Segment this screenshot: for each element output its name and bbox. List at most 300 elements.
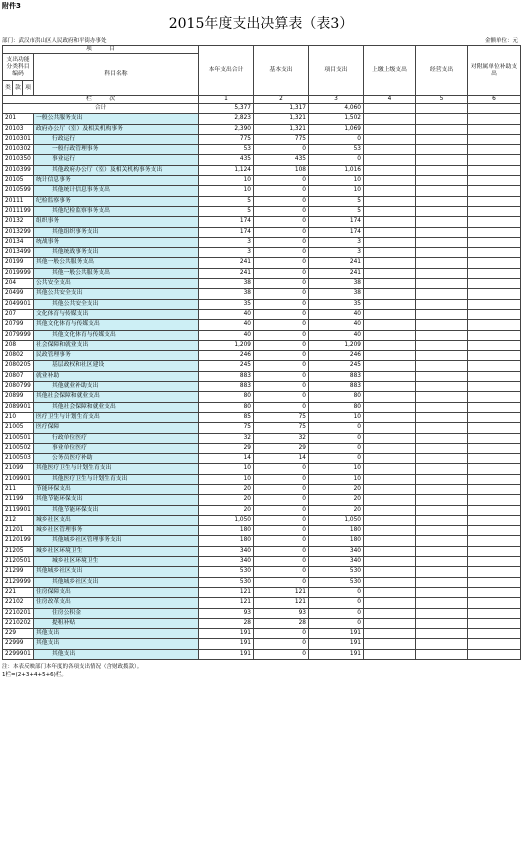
row-upper-exp: [364, 484, 416, 494]
row-total-exp: 5: [199, 206, 254, 216]
table-row: [3, 309, 521, 319]
row-sub-exp: [468, 330, 521, 340]
row-code: 2100503: [3, 454, 34, 464]
page-title: 2015年度支出决算表（表3）: [168, 16, 354, 32]
row-basic-exp: 0: [254, 484, 309, 494]
row-total-exp: 5: [199, 196, 254, 206]
row-basic-exp: 0: [254, 567, 309, 577]
row-basic-exp: 0: [254, 557, 309, 567]
table-row: [3, 382, 521, 392]
row-biz-exp: [416, 567, 468, 577]
row-subject-name: 城乡社区环境卫生: [34, 546, 199, 556]
row-code: 2013299: [3, 227, 34, 237]
row-sub-exp: [468, 484, 521, 494]
row-sub-exp: [468, 495, 521, 505]
row-basic-exp: 0: [254, 495, 309, 505]
row-biz-exp: [416, 484, 468, 494]
row-total-exp: 241: [199, 258, 254, 268]
row-biz-exp: [416, 639, 468, 649]
table-row: [3, 505, 521, 515]
row-sub-exp: [468, 587, 521, 597]
row-project-exp: 0: [309, 443, 364, 453]
row-code: 2089901: [3, 402, 34, 412]
row-project-exp: 3: [309, 248, 364, 258]
row-total-exp: 174: [199, 227, 254, 237]
row-upper-exp: [364, 330, 416, 340]
row-basic-exp: 0: [254, 248, 309, 258]
row-code: 2299901: [3, 649, 34, 659]
row-code: 2013499: [3, 248, 34, 258]
row-total-exp: 10: [199, 186, 254, 196]
row-upper-exp: [364, 248, 416, 258]
table-row: [3, 186, 521, 196]
row-total-exp: 29: [199, 443, 254, 453]
row-sub-exp: [468, 309, 521, 319]
row-code: 20899: [3, 392, 34, 402]
row-code: 221: [3, 587, 34, 597]
attachment-label: 附件3: [2, 2, 21, 10]
row-total-exp: 530: [199, 577, 254, 587]
row-code: 2010599: [3, 186, 34, 196]
row-sub-exp: [468, 443, 521, 453]
unit-label: 部门：武汉市洪山区人民政府和平街办事处: [2, 38, 107, 44]
table-row: [3, 176, 521, 186]
row-code: 2109901: [3, 474, 34, 484]
row-basic-exp: 0: [254, 196, 309, 206]
row-sub-exp: [468, 557, 521, 567]
row-code: 20134: [3, 237, 34, 247]
row-code: 22999: [3, 639, 34, 649]
row-subject-name: 住房改革支出: [34, 598, 199, 608]
table-row: [3, 124, 521, 134]
row-upper-exp: [364, 526, 416, 536]
row-subject-name: 其他医疗卫生与计划生育支出: [34, 474, 199, 484]
row-total-exp: 75: [199, 423, 254, 433]
row-project-exp: 241: [309, 258, 364, 268]
table-row: [3, 464, 521, 474]
row-biz-exp: [416, 587, 468, 597]
row-biz-exp: [416, 454, 468, 464]
row-subject-name: 医疗保障: [34, 423, 199, 433]
row-sub-exp: [468, 526, 521, 536]
row-sub-exp: [468, 392, 521, 402]
row-code: 21005: [3, 423, 34, 433]
row-upper-exp: [364, 454, 416, 464]
table-row: [3, 618, 521, 628]
table-row: [3, 454, 521, 464]
row-total-exp: 883: [199, 382, 254, 392]
row-subject-name: 行政单位医疗: [34, 433, 199, 443]
row-project-exp: 5: [309, 206, 364, 216]
row-project-exp: 1,502: [309, 114, 364, 124]
table-row: [3, 443, 521, 453]
row-total-exp: 93: [199, 608, 254, 618]
row-total-exp: 38: [199, 279, 254, 289]
row-subject-name: 事业单位医疗: [34, 443, 199, 453]
row-upper-exp: [364, 361, 416, 371]
table-row: [3, 268, 521, 278]
header-row-1: [3, 46, 521, 54]
header-xiang: 项: [23, 81, 34, 96]
total-label: 合计: [3, 104, 199, 114]
row-biz-exp: [416, 495, 468, 505]
row-upper-exp: [364, 206, 416, 216]
row-biz-exp: [416, 536, 468, 546]
row-basic-exp: 0: [254, 546, 309, 556]
row-upper-exp: [364, 176, 416, 186]
row-subject-name: 纪检监察事务: [34, 196, 199, 206]
row-upper-exp: [364, 155, 416, 165]
row-subject-name: 医疗卫生与计划生育支出: [34, 412, 199, 422]
row-upper-exp: [364, 402, 416, 412]
row-total-exp: 80: [199, 402, 254, 412]
row-sub-exp: [468, 423, 521, 433]
row-upper-exp: [364, 443, 416, 453]
table-row: [3, 258, 521, 268]
table-row: [3, 165, 521, 175]
row-project-exp: 883: [309, 371, 364, 381]
row-basic-exp: 435: [254, 155, 309, 165]
row-code: 20132: [3, 217, 34, 227]
row-code: 211: [3, 484, 34, 494]
row-subject-name: 城乡社区环境卫生: [34, 557, 199, 567]
row-upper-exp: [364, 268, 416, 278]
row-subject-name: 统战事务: [34, 237, 199, 247]
row-basic-exp: 0: [254, 258, 309, 268]
row-project-exp: 191: [309, 629, 364, 639]
row-total-exp: 40: [199, 309, 254, 319]
row-upper-exp: [364, 289, 416, 299]
row-basic-exp: 0: [254, 217, 309, 227]
table-row: [3, 587, 521, 597]
row-basic-exp: 29: [254, 443, 309, 453]
row-sub-exp: [468, 454, 521, 464]
col-number-row: [3, 96, 521, 104]
row-code: 201: [3, 114, 34, 124]
row-sub-exp: [468, 577, 521, 587]
row-basic-exp: 28: [254, 618, 309, 628]
row-sub-exp: [468, 217, 521, 227]
row-project-exp: 0: [309, 454, 364, 464]
row-code: 208: [3, 340, 34, 350]
row-biz-exp: [416, 392, 468, 402]
table-row: [3, 206, 521, 216]
row-basic-exp: 0: [254, 237, 309, 247]
row-basic-exp: 0: [254, 639, 309, 649]
header-upper-exp: 上缴上级支出: [364, 46, 416, 96]
row-sub-exp: [468, 515, 521, 525]
row-biz-exp: [416, 505, 468, 515]
row-code: 21299: [3, 567, 34, 577]
row-total-exp: 10: [199, 176, 254, 186]
row-basic-exp: 121: [254, 587, 309, 597]
row-project-exp: 0: [309, 155, 364, 165]
row-basic-exp: 0: [254, 649, 309, 659]
row-subject-name: 节能环保支出: [34, 484, 199, 494]
header-subject-name: 科目名称: [34, 54, 199, 96]
row-sub-exp: [468, 402, 521, 412]
row-project-exp: 3: [309, 237, 364, 247]
row-biz-exp: [416, 340, 468, 350]
row-total-exp: 40: [199, 320, 254, 330]
row-upper-exp: [364, 474, 416, 484]
row-upper-exp: [364, 299, 416, 309]
row-code: 2120199: [3, 536, 34, 546]
row-project-exp: 0: [309, 423, 364, 433]
row-sub-exp: [468, 598, 521, 608]
row-biz-exp: [416, 412, 468, 422]
row-biz-exp: [416, 114, 468, 124]
row-project-exp: 0: [309, 608, 364, 618]
row-biz-exp: [416, 515, 468, 525]
row-subject-name: 其他纪检监察事务支出: [34, 206, 199, 216]
header-basic-exp: 基本支出: [254, 46, 309, 96]
table-row: [3, 423, 521, 433]
row-code: 2210201: [3, 608, 34, 618]
row-total-exp: 775: [199, 134, 254, 144]
row-upper-exp: [364, 124, 416, 134]
row-subject-name: 其他政府办公厅（室）及相关机构事务支出: [34, 165, 199, 175]
row-subject-name: 事业运行: [34, 155, 199, 165]
row-upper-exp: [364, 608, 416, 618]
row-sub-exp: [468, 474, 521, 484]
row-project-exp: 10: [309, 474, 364, 484]
row-project-exp: 340: [309, 557, 364, 567]
row-upper-exp: [364, 237, 416, 247]
row-sub-exp: [468, 567, 521, 577]
row-subject-name: 其他统计信息事务支出: [34, 186, 199, 196]
row-subject-name: 公务员医疗补助: [34, 454, 199, 464]
row-sub-exp: [468, 382, 521, 392]
row-biz-exp: [416, 227, 468, 237]
row-basic-exp: 0: [254, 289, 309, 299]
row-total-exp: 180: [199, 526, 254, 536]
row-code: 2080205: [3, 361, 34, 371]
row-basic-exp: 0: [254, 309, 309, 319]
row-basic-exp: 108: [254, 165, 309, 175]
row-code: 20105: [3, 176, 34, 186]
row-total-exp: 174: [199, 217, 254, 227]
row-basic-exp: 775: [254, 134, 309, 144]
row-basic-exp: 0: [254, 464, 309, 474]
row-project-exp: 53: [309, 145, 364, 155]
row-code: 2079999: [3, 330, 34, 340]
row-biz-exp: [416, 196, 468, 206]
row-total-exp: 10: [199, 464, 254, 474]
row-sub-exp: [468, 618, 521, 628]
row-biz-exp: [416, 258, 468, 268]
row-basic-exp: 14: [254, 454, 309, 464]
row-biz-exp: [416, 464, 468, 474]
total-c4: [364, 104, 416, 114]
row-upper-exp: [364, 557, 416, 567]
expenditure-table: [2, 45, 521, 660]
row-biz-exp: [416, 309, 468, 319]
row-total-exp: 530: [199, 567, 254, 577]
table-row: [3, 351, 521, 361]
row-project-exp: 241: [309, 268, 364, 278]
row-code: 21201: [3, 526, 34, 536]
row-code: 20802: [3, 351, 34, 361]
row-biz-exp: [416, 402, 468, 412]
row-basic-exp: 0: [254, 330, 309, 340]
row-upper-exp: [364, 258, 416, 268]
row-total-exp: 1,050: [199, 515, 254, 525]
footnote-1: 注：本表反映部门本年度的各项支出情况（含财政拨款）。: [2, 664, 143, 670]
row-basic-exp: 121: [254, 598, 309, 608]
row-total-exp: 883: [199, 371, 254, 381]
row-subject-name: 城乡社区支出: [34, 515, 199, 525]
row-project-exp: 20: [309, 495, 364, 505]
row-total-exp: 3: [199, 248, 254, 258]
row-biz-exp: [416, 423, 468, 433]
table-row: [3, 371, 521, 381]
row-biz-exp: [416, 124, 468, 134]
row-total-exp: 2,390: [199, 124, 254, 134]
row-subject-name: 其他支出: [34, 649, 199, 659]
row-basic-exp: 0: [254, 279, 309, 289]
row-sub-exp: [468, 320, 521, 330]
row-basic-exp: 93: [254, 608, 309, 618]
row-upper-exp: [364, 649, 416, 659]
row-code: 2080799: [3, 382, 34, 392]
table-row: [3, 299, 521, 309]
row-subject-name: 住房保障支出: [34, 587, 199, 597]
header-total-exp: 本年支出合计: [199, 46, 254, 96]
row-sub-exp: [468, 351, 521, 361]
row-code: 2019999: [3, 268, 34, 278]
row-biz-exp: [416, 268, 468, 278]
row-subject-name: 民政管理事务: [34, 351, 199, 361]
row-sub-exp: [468, 505, 521, 515]
row-basic-exp: 0: [254, 227, 309, 237]
row-project-exp: 20: [309, 505, 364, 515]
row-sub-exp: [468, 227, 521, 237]
row-code: 21205: [3, 546, 34, 556]
row-project-exp: 0: [309, 598, 364, 608]
row-upper-exp: [364, 279, 416, 289]
row-sub-exp: [468, 155, 521, 165]
row-subject-name: 其他城乡社区管理事务支出: [34, 536, 199, 546]
table-row: [3, 629, 521, 639]
row-project-exp: 1,069: [309, 124, 364, 134]
row-upper-exp: [364, 495, 416, 505]
row-upper-exp: [364, 186, 416, 196]
row-total-exp: 340: [199, 557, 254, 567]
row-total-exp: 10: [199, 474, 254, 484]
row-sub-exp: [468, 196, 521, 206]
row-total-exp: 191: [199, 639, 254, 649]
row-biz-exp: [416, 649, 468, 659]
table-row: [3, 145, 521, 155]
row-total-exp: 1,209: [199, 340, 254, 350]
row-biz-exp: [416, 145, 468, 155]
row-sub-exp: [468, 124, 521, 134]
table-row: [3, 639, 521, 649]
row-biz-exp: [416, 134, 468, 144]
row-basic-exp: 75: [254, 423, 309, 433]
table-row: [3, 557, 521, 567]
row-subject-name: 一般行政管理事务: [34, 145, 199, 155]
col-number: 1: [199, 96, 254, 104]
row-basic-exp: 0: [254, 371, 309, 381]
row-upper-exp: [364, 423, 416, 433]
total-c3: 4,060: [309, 104, 364, 114]
row-sub-exp: [468, 176, 521, 186]
row-basic-exp: 0: [254, 206, 309, 216]
row-sub-exp: [468, 206, 521, 216]
row-code: 2011199: [3, 206, 34, 216]
row-sub-exp: [468, 165, 521, 175]
row-code: 229: [3, 629, 34, 639]
table-row: [3, 567, 521, 577]
row-upper-exp: [364, 371, 416, 381]
row-biz-exp: [416, 165, 468, 175]
row-code: 2010350: [3, 155, 34, 165]
total-c1: 5,377: [199, 104, 254, 114]
row-upper-exp: [364, 309, 416, 319]
row-sub-exp: [468, 258, 521, 268]
table-row: [3, 217, 521, 227]
header-sub-exp: 对附属单位补助支出: [468, 46, 521, 96]
row-biz-exp: [416, 433, 468, 443]
header-item: 项 目: [3, 46, 199, 54]
row-basic-exp: 0: [254, 361, 309, 371]
row-subject-name: 提租补贴: [34, 618, 199, 628]
row-sub-exp: [468, 639, 521, 649]
table-row: [3, 361, 521, 371]
row-project-exp: 0: [309, 134, 364, 144]
row-project-exp: 0: [309, 618, 364, 628]
row-sub-exp: [468, 433, 521, 443]
row-total-exp: 245: [199, 361, 254, 371]
row-upper-exp: [364, 546, 416, 556]
row-project-exp: 10: [309, 412, 364, 422]
row-basic-exp: 0: [254, 320, 309, 330]
row-code: 20807: [3, 371, 34, 381]
row-project-exp: 38: [309, 289, 364, 299]
table-row: [3, 402, 521, 412]
footnote-2: 1栏=(2+3+4+5+6)栏。: [2, 672, 67, 678]
header-lei: 类: [3, 81, 13, 96]
row-basic-exp: 0: [254, 629, 309, 639]
row-sub-exp: [468, 114, 521, 124]
row-project-exp: 10: [309, 186, 364, 196]
row-code: 212: [3, 515, 34, 525]
row-project-exp: 340: [309, 546, 364, 556]
row-project-exp: 246: [309, 351, 364, 361]
row-project-exp: 174: [309, 227, 364, 237]
row-code: 21199: [3, 495, 34, 505]
row-project-exp: 191: [309, 639, 364, 649]
row-subject-name: 其他节能环保支出: [34, 495, 199, 505]
row-biz-exp: [416, 371, 468, 381]
row-code: 20111: [3, 196, 34, 206]
row-subject-name: 其他组织事务支出: [34, 227, 199, 237]
row-subject-name: 其他一般公共服务支出: [34, 268, 199, 278]
row-basic-exp: 1,321: [254, 114, 309, 124]
row-code: 22102: [3, 598, 34, 608]
row-code: 207: [3, 309, 34, 319]
row-basic-exp: 0: [254, 268, 309, 278]
row-total-exp: 2,823: [199, 114, 254, 124]
row-biz-exp: [416, 598, 468, 608]
row-subject-name: 住房公积金: [34, 608, 199, 618]
row-upper-exp: [364, 196, 416, 206]
row-sub-exp: [468, 649, 521, 659]
row-total-exp: 3: [199, 237, 254, 247]
row-project-exp: 180: [309, 526, 364, 536]
